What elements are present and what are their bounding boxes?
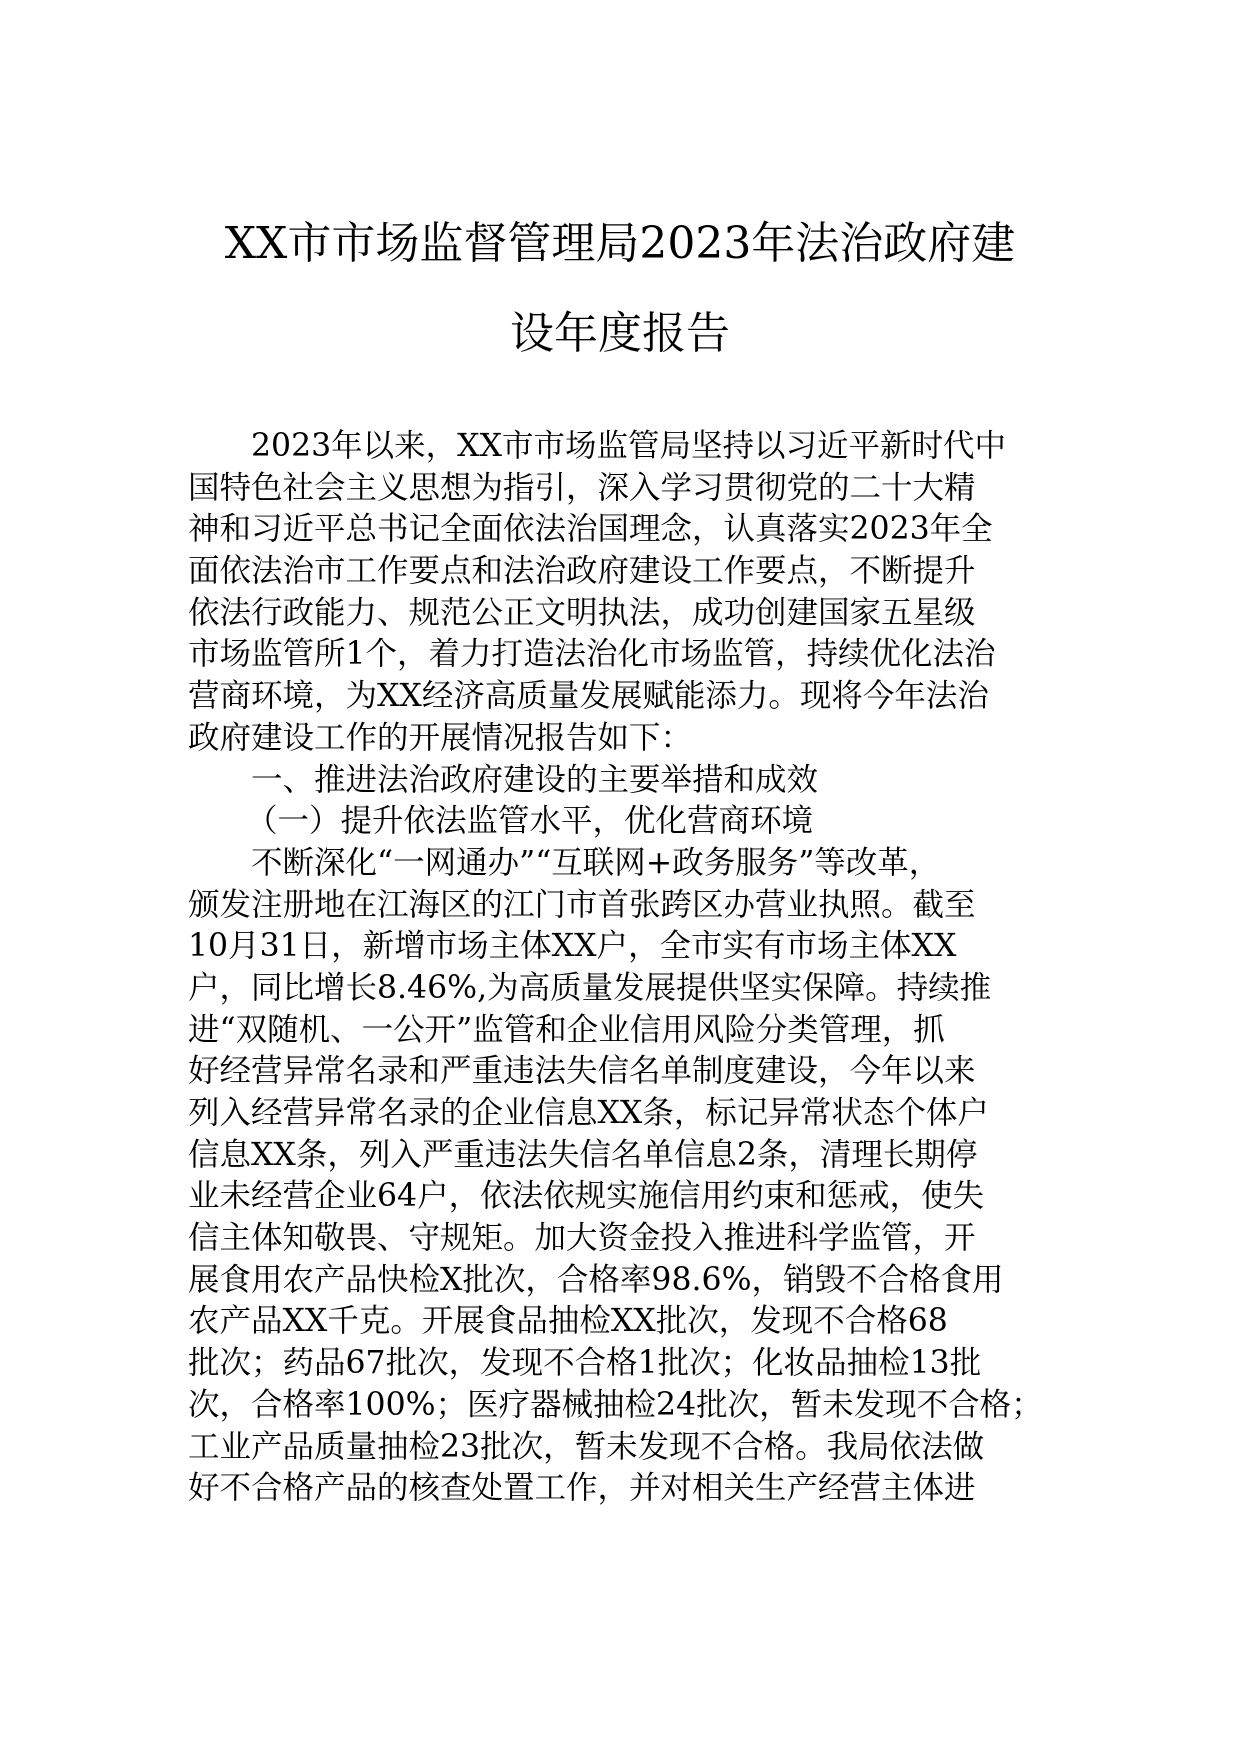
paragraph-line: 批次；药品67批次，发现不合格1批次；化妆品抽检13批 <box>188 1345 982 1382</box>
paragraph-line: 工业产品质量抽检23批次，暂未发现不合格。我局依法做 <box>188 1428 985 1465</box>
intro-line: 市场监管所1个，着力打造法治化市场监管，持续优化法治 <box>188 636 996 673</box>
subsection-heading: （一）提升依法监管水平，优化营商环境 <box>246 803 814 840</box>
paragraph-line: 好经营异常名录和严重违法失信名单制度建设，今年以来 <box>188 1053 976 1090</box>
paragraph-line: 信息XX条，列入严重违法失信名单信息2条，清理长期停 <box>188 1136 978 1173</box>
paragraph-line: 列入经营异常名录的企业信息XX条，标记异常状态个体户 <box>188 1095 989 1131</box>
paragraph-line: 10月31日，新增市场主体XX户，全市实有市场主体XX <box>188 928 957 965</box>
paragraph-line: 展食用农产品快检X批次，合格率98.6%，销毁不合格食用 <box>188 1261 1004 1298</box>
intro-line: 依法行政能力、规范公正文明执法，成功创建国家五星级 <box>188 594 976 631</box>
paragraph-line: 信主体知敬畏、守规矩。加大资金投入推进科学监管，开 <box>188 1220 976 1257</box>
paragraph-line: 业未经营企业64户，依法依规实施信用约束和惩戒，使失 <box>188 1178 985 1215</box>
section-heading: 一、推进法治政府建设的主要举措和成效 <box>251 761 819 798</box>
paragraph-line: 好不合格产品的核查处置工作，并对相关生产经营主体进 <box>188 1470 976 1507</box>
document-body <box>188 426 1088 1510</box>
paragraph-line: 进“双随机、一公开”监管和企业信用风险分类管理，抓 <box>188 1011 945 1048</box>
intro-line: 营商环境，为XX经济高质量发展赋能添力。现将今年法治 <box>188 678 989 715</box>
intro-line: 神和习近平总书记全面依法治国理念，认真落实2023年全 <box>188 511 993 548</box>
document-title-line-2: 设年度报告 <box>510 308 730 359</box>
paragraph-line: 农产品XX千克。开展食品抽检XX批次，发现不合格68 <box>188 1303 948 1340</box>
intro-line: 国特色社会主义思想为指引，深入学习贯彻党的二十大精 <box>188 469 976 506</box>
document-title-line-1: XX市市场监督管理局2023年法治政府建 <box>224 218 1016 269</box>
paragraph-line: 次，合格率100%；医疗器械抽检24批次，暂未发现不合格； <box>188 1386 1043 1423</box>
paragraph-line: 颁发注册地在江海区的江门市首张跨区办营业执照。截至 <box>188 886 976 923</box>
paragraph-line: 不断深化“一网通办”“互联网+政务服务”等改革， <box>251 844 941 881</box>
intro-line: 政府建设工作的开展情况报告如下： <box>188 719 693 756</box>
intro-line: 面依法治市工作要点和法治政府建设工作要点，不断提升 <box>188 553 976 590</box>
intro-line: 2023年以来，XX市市场监管局坚持以习近平新时代中 <box>251 428 1007 464</box>
paragraph-line: 户，同比增长8.46%,为高质量发展提供坚实保障。持续推 <box>188 969 992 1006</box>
